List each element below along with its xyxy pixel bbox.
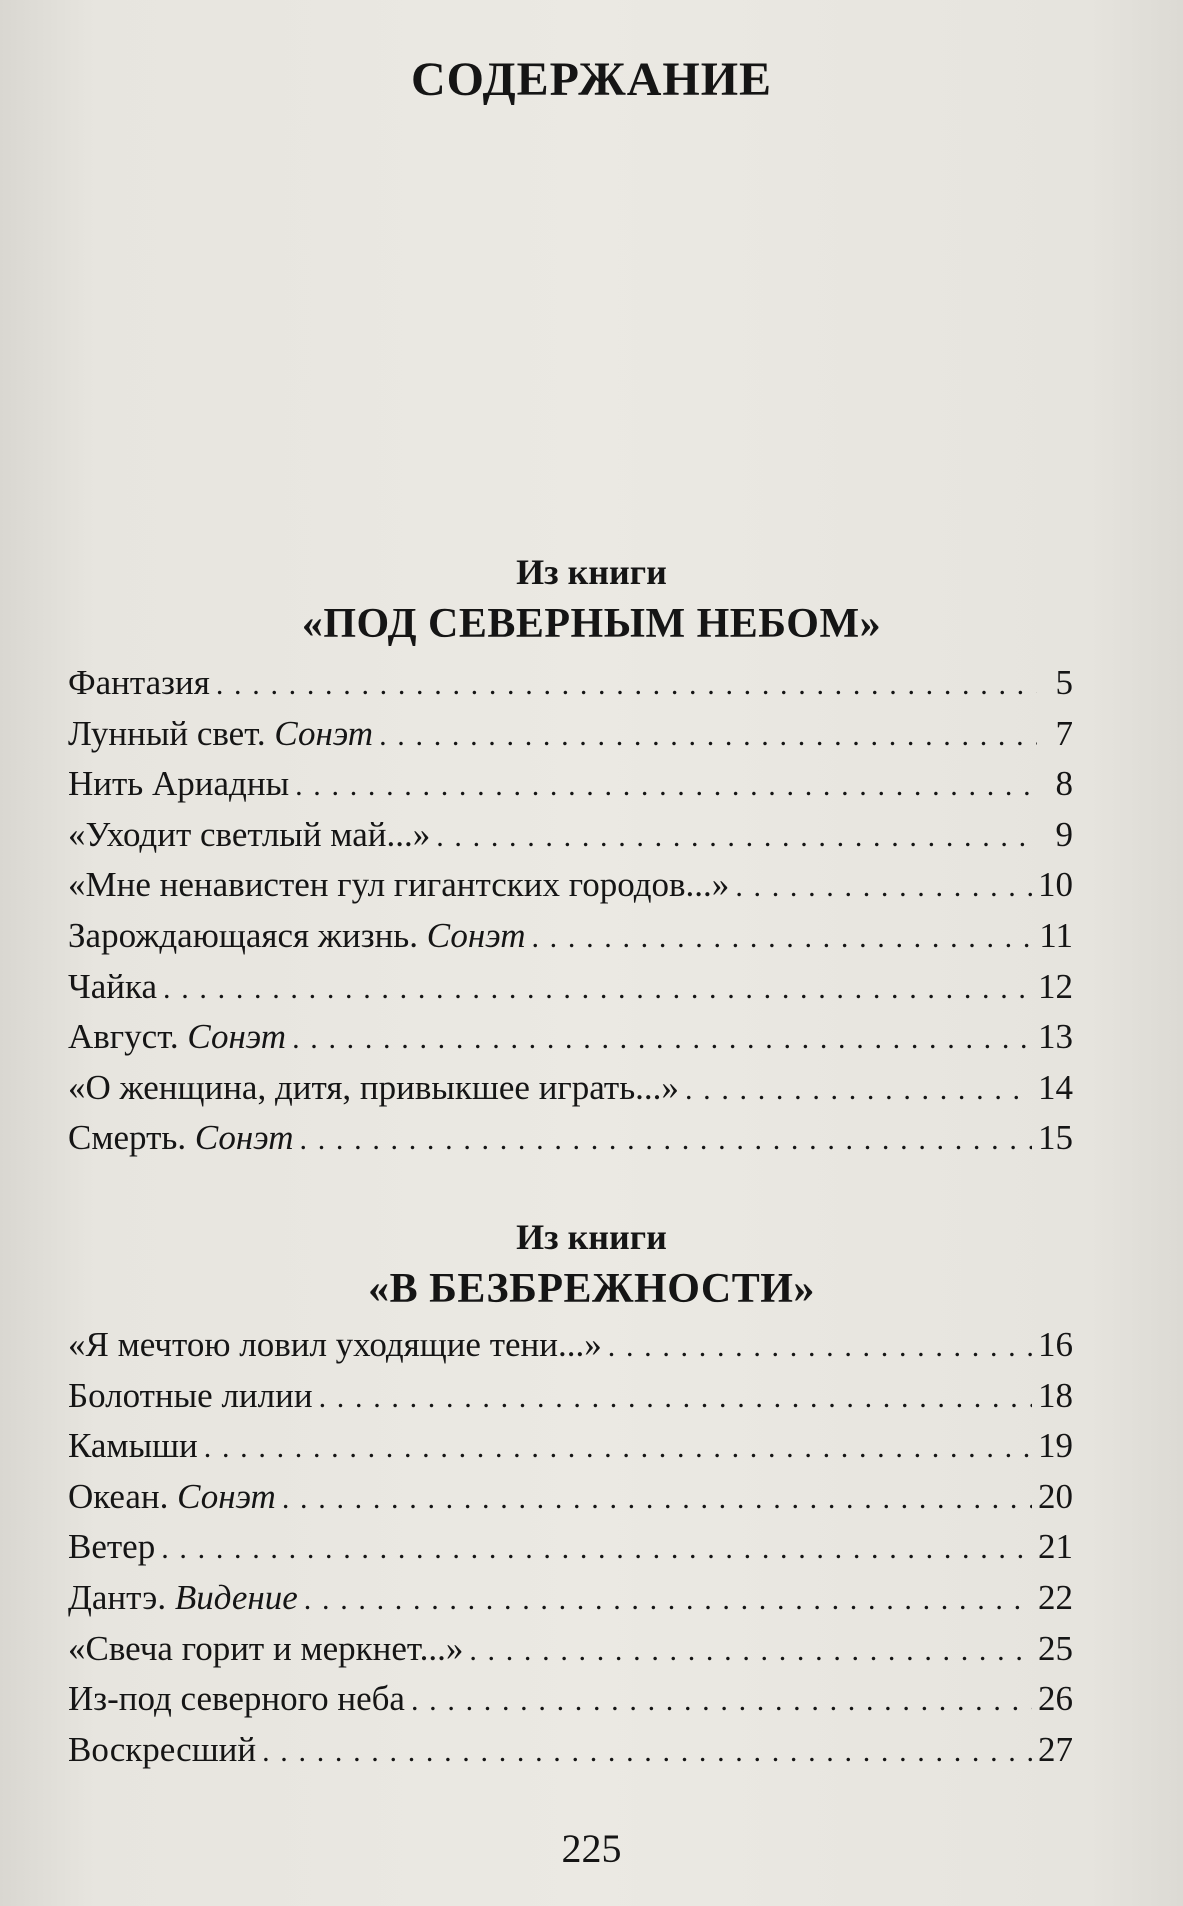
entry-page-number: 16 <box>1038 1325 1073 1364</box>
dot-leader <box>262 1735 1032 1769</box>
dot-leader <box>161 1532 1032 1566</box>
entry-page-number: 12 <box>1038 966 1073 1006</box>
entry-page-number: 27 <box>1038 1729 1073 1769</box>
toc-list-2 <box>68 1325 1073 1780</box>
entry-title: «О женщина, дитя, привыкшее играть...» <box>68 1067 679 1107</box>
entry-page-number: 15 <box>1038 1118 1073 1158</box>
entry-page-number: 22 <box>1038 1577 1073 1617</box>
entry-title: Камыши <box>68 1426 198 1466</box>
entry-title: «Я мечтою ловил уходящие тени...» <box>68 1325 602 1364</box>
entry-subtitle: Сонэт <box>426 915 526 955</box>
page-title: СОДЕРЖАНИЕ <box>410 53 773 106</box>
book-title: «ПОД СЕВЕРНЫМ НЕБОМ» <box>301 601 882 647</box>
section-prefix: Из книги <box>516 1217 667 1257</box>
toc-entry[interactable] <box>68 1477 1073 1528</box>
entry-title: Зарождающаяся жизнь. <box>68 915 427 955</box>
toc-entry[interactable] <box>68 916 1073 967</box>
toc-entry[interactable] <box>68 967 1073 1018</box>
entry-page-number: 10 <box>1038 865 1073 905</box>
entry-title: Чайка <box>68 966 158 1006</box>
entry-subtitle: Сонэт <box>274 713 374 753</box>
toc-entry[interactable] <box>68 1578 1073 1629</box>
toc-entry[interactable] <box>68 1426 1073 1477</box>
entry-page-number: 7 <box>1055 713 1073 753</box>
entry-page-number: 11 <box>1039 915 1073 955</box>
dot-leader <box>608 1330 1032 1364</box>
toc-entry[interactable] <box>68 1527 1073 1578</box>
entry-subtitle: Сонэт <box>177 1476 276 1516</box>
toc-entry[interactable] <box>68 663 1073 714</box>
section-prefix: Из книги <box>516 552 667 592</box>
entry-title: Смерть. <box>68 1118 195 1158</box>
entry-title: Август. <box>68 1017 188 1057</box>
dot-leader <box>204 1431 1032 1465</box>
entry-page-number: 26 <box>1038 1679 1073 1719</box>
toc-list-1 <box>68 663 1073 1169</box>
section-heading-2 <box>0 1211 1183 1315</box>
dot-leader <box>295 769 1037 803</box>
toc-entry[interactable] <box>68 1679 1073 1730</box>
entry-title: Ветер <box>68 1527 156 1567</box>
entry-title: Лунный свет. <box>68 713 275 753</box>
toc-entry[interactable] <box>68 1068 1073 1119</box>
toc-entry[interactable] <box>68 1017 1073 1068</box>
entry-title: «Свеча горит и меркнет...» <box>68 1628 464 1668</box>
dot-leader <box>379 719 1037 753</box>
entry-subtitle: Сонэт <box>187 1017 287 1057</box>
entry-title: Из-под северного неба <box>68 1679 405 1719</box>
entry-title: «Мне ненавистен гул гигантских городов...» <box>68 865 730 905</box>
dot-leader <box>319 1381 1032 1415</box>
dot-leader <box>531 921 1033 955</box>
toc-entry[interactable] <box>68 714 1073 765</box>
book-title: «В БЕЗБРЕЖНОСТИ» <box>368 1266 815 1312</box>
entry-title: Фантазия <box>68 663 210 702</box>
dot-leader <box>735 870 1032 904</box>
entry-page-number: 19 <box>1038 1426 1073 1466</box>
dot-leader <box>685 1073 1032 1107</box>
entry-page-number: 25 <box>1038 1628 1073 1668</box>
entry-title: Нить Ариадны <box>68 764 290 804</box>
dot-leader <box>216 668 1037 702</box>
dot-leader <box>300 1123 1032 1157</box>
toc-entry[interactable] <box>68 815 1073 866</box>
entry-page-number: 5 <box>1055 663 1073 702</box>
entry-subtitle: Сонэт <box>194 1118 294 1158</box>
toc-entry[interactable] <box>68 1325 1073 1376</box>
entry-page-number: 14 <box>1038 1067 1073 1107</box>
entry-page-number: 9 <box>1055 814 1073 854</box>
dot-leader <box>411 1684 1032 1718</box>
entry-title: Воскресший <box>68 1729 257 1769</box>
entry-page-number: 20 <box>1038 1476 1073 1516</box>
toc-entry[interactable] <box>68 764 1073 815</box>
entry-title: Болотные лилии <box>68 1375 313 1415</box>
toc-entry[interactable] <box>68 1376 1073 1427</box>
toc-entry[interactable] <box>68 865 1073 916</box>
entry-page-number: 13 <box>1038 1017 1073 1057</box>
entry-page-number: 8 <box>1055 764 1073 804</box>
dot-leader <box>292 1022 1032 1056</box>
entry-page-number: 21 <box>1038 1527 1073 1567</box>
toc-entry[interactable] <box>68 1730 1073 1781</box>
section-heading-1 <box>0 546 1183 650</box>
dot-leader <box>163 972 1032 1006</box>
dot-leader <box>282 1482 1032 1516</box>
toc-entry[interactable] <box>68 1629 1073 1680</box>
dot-leader <box>304 1583 1032 1617</box>
page-number: 225 <box>561 1826 622 1871</box>
entry-title: «Уходит светлый май...» <box>68 814 431 854</box>
entry-title: Дантэ. <box>68 1577 175 1617</box>
entry-page-number: 18 <box>1038 1375 1073 1415</box>
toc-entry[interactable] <box>68 1118 1073 1169</box>
dot-leader <box>469 1634 1032 1668</box>
entry-subtitle: Видение <box>174 1577 298 1617</box>
entry-title: Океан. <box>68 1476 178 1516</box>
dot-leader <box>436 820 1037 854</box>
